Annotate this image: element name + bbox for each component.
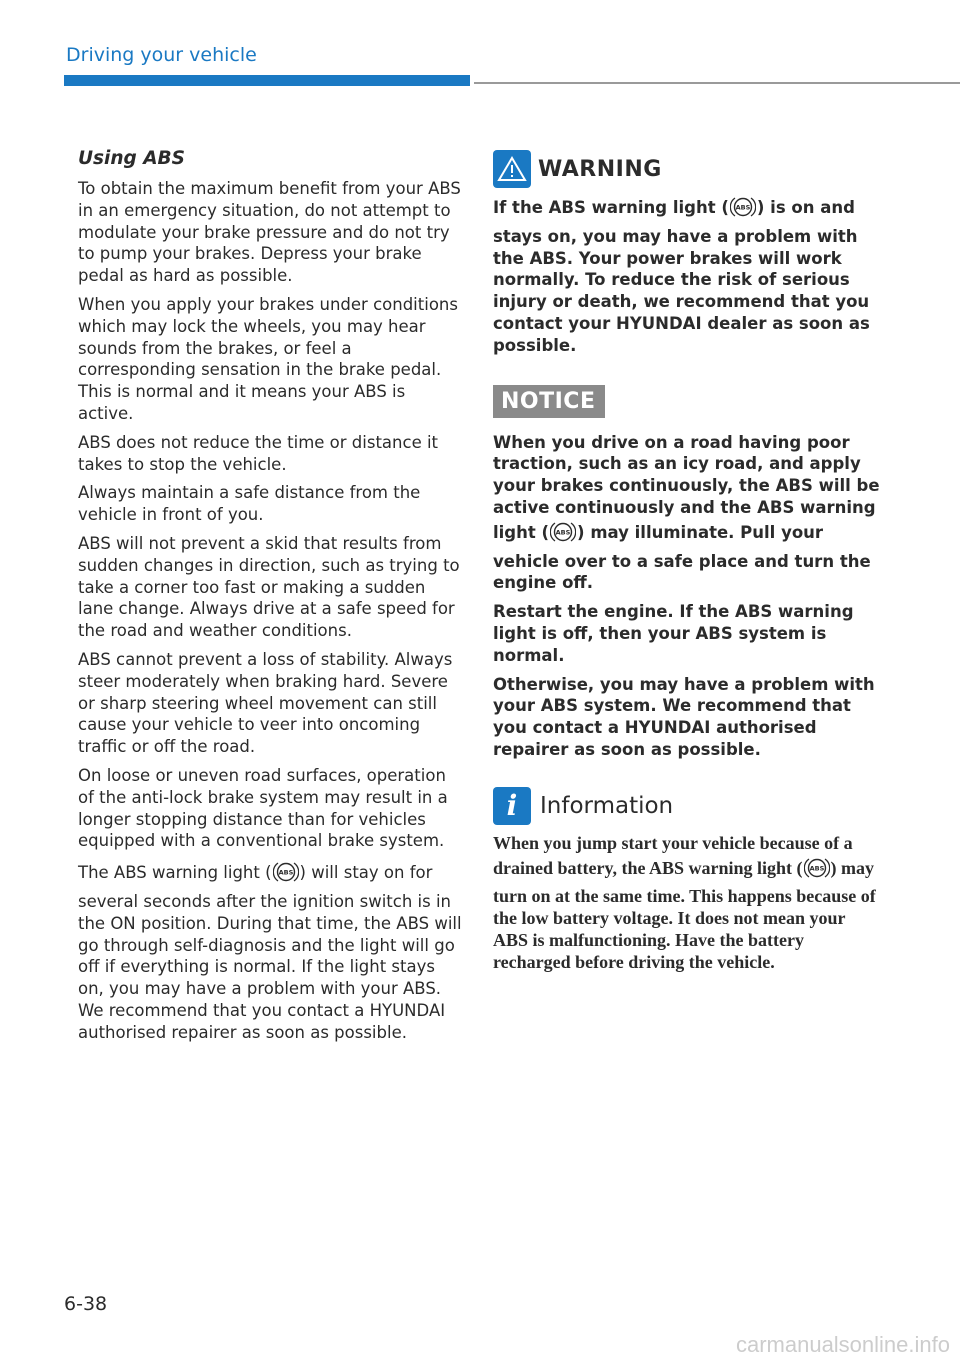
abs-warning-light-icon <box>273 859 299 891</box>
text-fragment: ) will stay on for several seconds after the ignition switch is in the ON position. During that time, the ABS will go through self-diagnosis and the light will go off if everything is normal. If the light stays on, you may have a problem with your ABS. We recommend that you contact a HYUNDAI authorised repairer as soon as possible. <box>78 863 462 1042</box>
abs-paragraph <box>78 859 464 1043</box>
paragraph: Always maintain a safe distance from the vehicle in front of you. <box>78 483 421 525</box>
text-fragment: When you jump start your vehicle because of a drained battery, the ABS warning light ( <box>493 832 853 878</box>
abs-warning-light-icon <box>804 855 830 887</box>
text-fragment: ) may turn on at the same time. This happens because of the low battery voltage. It does not mean your ABS is malfunctioning. Have the battery recharged before driving the vehicle. <box>493 857 876 972</box>
text-fragment: ) may illuminate. Pull your vehicle over to a safe place and turn the engine off. <box>493 522 871 593</box>
section-heading: Using ABS <box>78 148 185 169</box>
paragraph: ABS cannot prevent a loss of stability. Always steer moderately when braking hard. Severe or sharp steering wheel movement can still cause your vehicle to veer into oncoming traffic or off the road. <box>78 649 453 757</box>
information-text <box>493 833 883 974</box>
abs-warning-light-icon <box>730 194 756 226</box>
warning-triangle-icon <box>493 150 531 188</box>
information-title: Information <box>540 792 674 819</box>
abs-icon-label: ABS <box>735 203 751 212</box>
text-fragment: The ABS warning light ( <box>78 863 272 883</box>
abs-icon-label: ABS <box>555 528 571 537</box>
right-column <box>493 150 883 974</box>
text-fragment: When you drive on a road having poor traction, such as an icy road, and apply your brakes continuously, the ABS will be active continuously and the ABS warning light ( <box>493 432 880 542</box>
notice-badge: NOTICE <box>493 385 605 418</box>
paragraph: To obtain the maximum benefit from your ABS in an emergency situation, do not attempt to modulate your brake pressure and do not try to pump your brakes. Depress your brake pedal as hard as possible. <box>78 179 461 286</box>
information-icon: i <box>493 787 531 825</box>
paragraph: ABS will not prevent a skid that results from sudden changes in direction, such as trying to take a corner too fast or making a sudden lane change. Always drive at a safe speed for the road and weather conditions. <box>78 533 460 641</box>
text-fragment: If the ABS warning light ( <box>493 198 729 217</box>
header-bar <box>64 75 470 86</box>
warning-title: WARNING <box>538 156 662 182</box>
left-column <box>78 146 464 1050</box>
abs-warning-light-icon <box>550 519 576 551</box>
paragraph: On loose or uneven road surfaces, operation of the anti-lock brake system may result in a longer stopping distance than for vehicles equipped with a conventional brake system. <box>78 765 448 851</box>
page-number: 6-38 <box>64 1293 108 1315</box>
header-title: Driving your vehicle <box>66 44 257 66</box>
header-rule <box>474 82 960 84</box>
notice-text: Restart the engine. If the ABS warning light is off, then your ABS system is normal. <box>493 602 854 665</box>
abs-icon-label: ABS <box>809 864 824 873</box>
warning-text <box>493 194 883 357</box>
notice-text <box>493 432 883 595</box>
notice-text: Otherwise, you may have a problem with your ABS system. We recommend that you contact a HYUNDAI authorised repairer as soon as possible. <box>493 674 875 759</box>
paragraph: ABS does not reduce the time or distance it takes to stop the vehicle. <box>78 432 439 474</box>
information-header <box>493 787 883 825</box>
watermark: carmanualsonline.info <box>735 1332 950 1357</box>
text-fragment: ) is on and stays on, you may have a problem with the ABS. Your power brakes will work normally. To reduce the risk of serious injury or death, we recommend that you contact your HYUNDAI dealer as soon as possible. <box>493 198 870 355</box>
warning-header <box>493 150 883 188</box>
abs-icon-label: ABS <box>278 868 293 877</box>
paragraph: When you apply your brakes under conditions which may lock the wheels, you may hear sounds from the brakes, or feel a corresponding sensation in the brake pedal. This is normal and it means your ABS is active. <box>78 294 458 423</box>
